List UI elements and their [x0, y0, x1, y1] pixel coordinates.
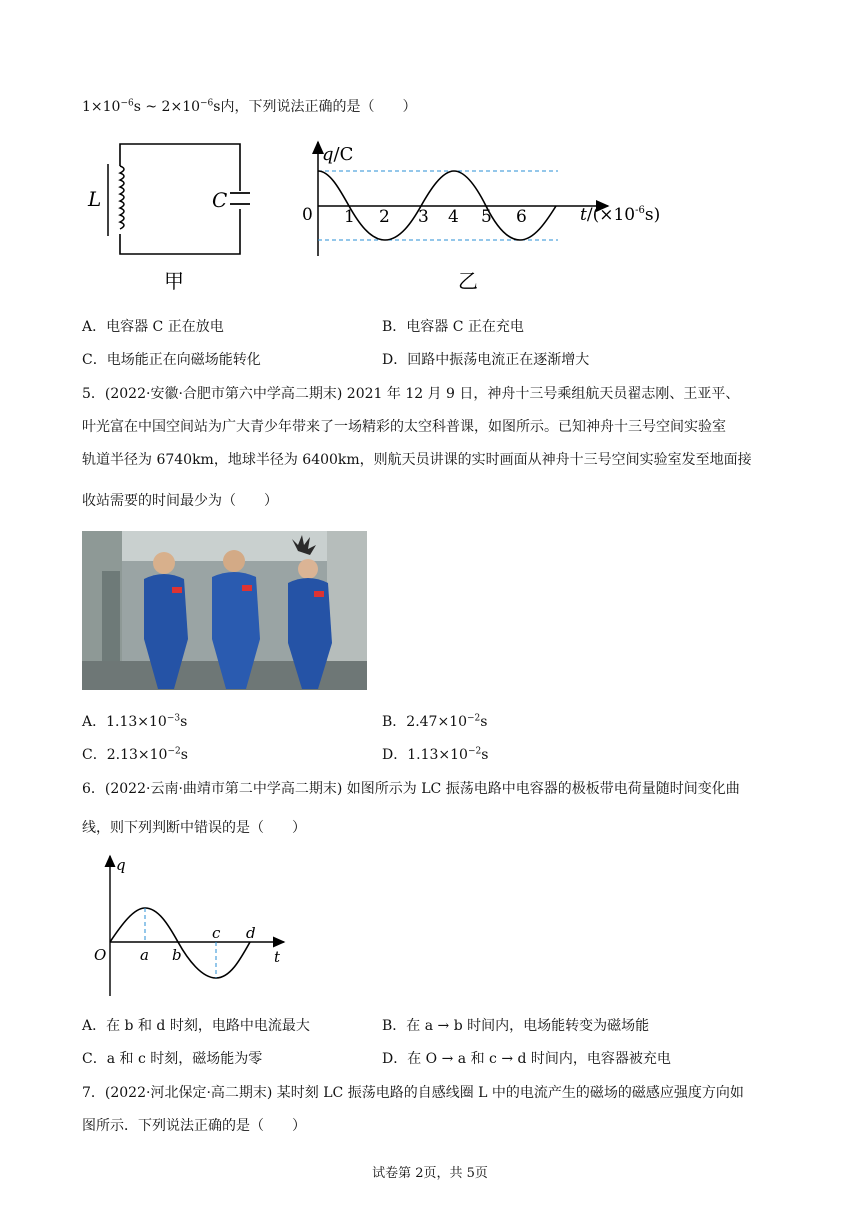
q5-line-4: 收站需要的时间最少为（ ） — [82, 493, 278, 509]
q5-line-2: 叶光富在中国空间站为广大青少年带来了一场精彩的太空科普课，如图所示。已知神舟十三号空间实验室 — [82, 419, 726, 435]
q6-option-c[interactable]: C．a 和 c 时刻，磁场能为零 — [82, 1051, 263, 1067]
q6-axis-t: t — [274, 948, 281, 966]
capacitor-label: C — [212, 188, 228, 212]
q6-point-d: d — [246, 924, 256, 942]
q6-point-a: a — [140, 946, 149, 964]
q4-stem: $1\times 10^{-6}s$ ~ $2\times 10^{-6}s$内，下列说法正确的是（ ） — [82, 98, 417, 115]
q6-point-c: c — [212, 924, 221, 942]
q4-option-b[interactable]: B．电容器 C 正在充电 — [382, 319, 524, 335]
tick-0: 0 — [302, 205, 313, 225]
q6-axis-q: q — [116, 856, 126, 874]
figure-yi-caption: 乙 — [458, 269, 478, 293]
q4-option-c[interactable]: C．电场能正在向磁场能转化 — [82, 352, 261, 368]
tick-5: 5 — [481, 207, 492, 227]
q6-option-a[interactable]: A．在 b 和 d 时刻，电路中电流最大 — [82, 1018, 310, 1034]
tick-3: 3 — [418, 207, 429, 227]
q6-point-b: b — [172, 946, 182, 964]
lc-circuit-diagram — [84, 136, 264, 296]
q7-line-1: 7．(2022·河北保定·高二期末) 某时刻 LC 振荡电路的自感线圈 L 中的电流产生的磁场的磁感应强度方向如 — [82, 1085, 744, 1101]
tick-1: 1 — [344, 207, 355, 227]
q4-option-d[interactable]: D．回路中振荡电流正在逐渐增大 — [382, 352, 590, 368]
q5-option-a[interactable]: A．$1.13\times 10^{-3}s$ — [82, 713, 188, 730]
q6-line-1: 6．(2022·云南·曲靖市第二中学高二期末) 如图所示为 LC 振荡电路中电容器的极板带电荷量随时间变化曲 — [82, 781, 740, 797]
q4-option-a[interactable]: A．电容器 C 正在放电 — [82, 319, 224, 335]
inductor-label: L — [88, 187, 102, 211]
q5-line-1: 5．(2022·安徽·合肥市第六中学高二期末) 2021 年 12 月 9 日，神舟十三号乘组航天员翟志刚、王亚平、 — [82, 386, 740, 402]
tick-4: 4 — [448, 207, 459, 227]
tick-2: 2 — [379, 207, 390, 227]
axis-t-label: $t/(\times 10^{-6}s)$ — [580, 205, 661, 225]
q6-q-t-graph — [88, 850, 298, 1002]
figure-jia-caption: 甲 — [164, 269, 184, 293]
q5-option-d[interactable]: D．$1.13\times 10^{-2}s$ — [382, 746, 489, 763]
q7-line-2: 图所示．下列说法正确的是（ ） — [82, 1118, 306, 1134]
astronaut-photo — [82, 531, 367, 690]
q6-option-b[interactable]: B．在 a → b 时间内，电场能转变为磁场能 — [382, 1018, 650, 1034]
q-t-graph — [296, 136, 676, 296]
page-footer: 试卷第 2页，共 5页 — [372, 1166, 488, 1181]
q5-option-c[interactable]: C．$2.13\times 10^{-2}s$ — [82, 746, 188, 763]
q5-option-b[interactable]: B．$2.47\times 10^{-2}s$ — [382, 713, 488, 730]
tick-6: 6 — [516, 207, 527, 227]
q6-origin-o: O — [94, 946, 107, 964]
axis-q-label: q/C — [322, 144, 354, 165]
q5-line-3: 轨道半径为 6740km，地球半径为 6400km，则航天员讲课的实时画面从神舟十三号空间实验室发至地面接 — [82, 452, 752, 468]
q6-option-d[interactable]: D．在 O → a 和 c → d 时间内，电容器被充电 — [382, 1051, 671, 1067]
q6-line-2: 线，则下列判断中错误的是（ ） — [82, 820, 306, 836]
